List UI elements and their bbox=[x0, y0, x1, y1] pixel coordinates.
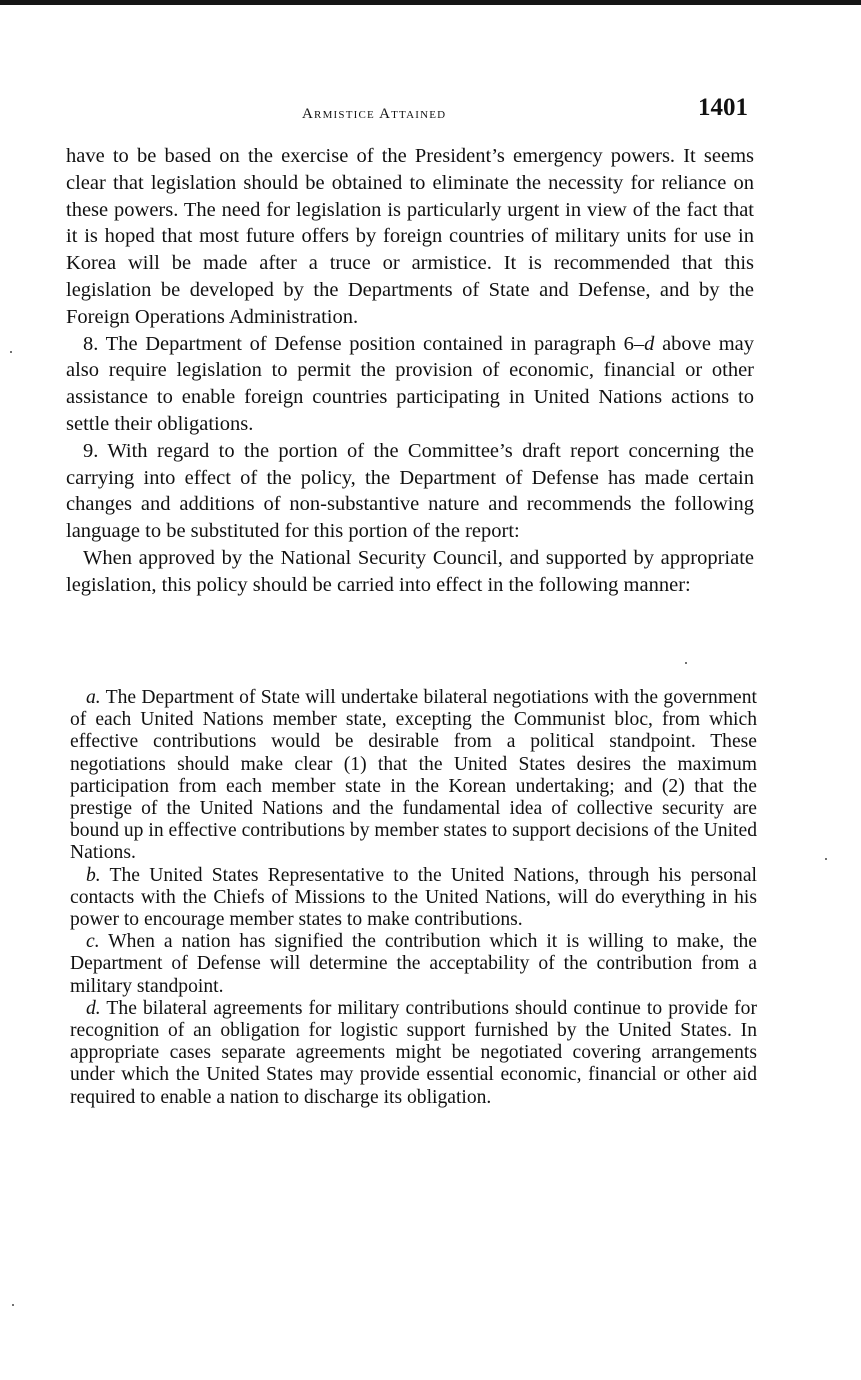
paragraph-8-text: 8. The Department of Defense position contained in paragraph 6– bbox=[83, 332, 645, 355]
page-number: 1401 bbox=[698, 94, 748, 121]
item-b bbox=[70, 865, 757, 932]
item-b-label: b. bbox=[86, 864, 101, 886]
body-text bbox=[66, 143, 754, 599]
item-a bbox=[70, 687, 757, 865]
scan-speck bbox=[825, 858, 827, 860]
item-d-label: d. bbox=[86, 997, 101, 1019]
item-c-label: c. bbox=[86, 931, 100, 953]
page-header bbox=[0, 94, 861, 134]
paragraph-8-reference: d bbox=[644, 332, 655, 355]
scan-speck bbox=[10, 351, 12, 353]
paragraph-9: 9. With regard to the portion of the Committee’s draft report concerning the carrying into effect of the policy, the Department of Defense has made certain changes and additions of non-substantive nature and recommends the following language to be substituted for this portion of the report: bbox=[66, 439, 754, 543]
item-b-text: The United States Representative to the United Nations, through his personal contacts with the Chiefs of Missions to the United Nations, will do everything in his power to encourage member states to make contributions. bbox=[70, 864, 757, 931]
scan-speck bbox=[12, 1304, 14, 1306]
item-c-text: When a nation has signified the contribution which it is willing to make, the Department of Defense will determine the acceptability of the contribution from a military standpoint. bbox=[70, 931, 757, 997]
item-a-text: The Department of State will undertake bilateral negotiations with the government of each United Nations member state, excepting the Communist bloc, from which effective contributions would be desirable from a political standpoint. These negotiations should make clear (1) that the United States desires the maximum participation from each member state in the Korean undertaking; and (2) that the prestige of the United Nations and the fundamental idea of collective security are bound up in effective contributions by member states to support decisions of the United Nations. bbox=[70, 687, 757, 864]
paragraph-intro: When approved by the National Security Council, and supported by appropriate legislation, this policy should be carried into effect in the following manner: bbox=[66, 546, 754, 596]
quoted-language-block bbox=[70, 687, 757, 1109]
paragraph-continued: have to be based on the exercise of the President’s emergency powers. It seems clear that legislation should be obtained to eliminate the necessity for reliance on these powers. The need for legislation is particularly urgent in view of the fact that it is hoped that most future offers by foreign countries of military units for use in Korea will be made after a truce or armistice. It is recommended that this legislation be developed by the Departments of State and Defense, and by the Foreign Operations Administration. bbox=[66, 145, 754, 328]
running-head: Armistice Attained bbox=[302, 106, 447, 122]
item-a-label: a. bbox=[86, 687, 101, 708]
top-edge-rule bbox=[0, 0, 861, 5]
paragraph-8 bbox=[66, 331, 754, 438]
scan-speck bbox=[685, 662, 687, 664]
item-d-text: The bilateral agreements for military contributions should continue to provide for recognition of an obligation for logistic support furnished by the United States. In appropriate cases separate agreements might be negotiated covering arrangements under which the United States may provide essential economic, financial or other aid required to enable a nation to discharge its obligation. bbox=[70, 997, 757, 1108]
item-c bbox=[70, 931, 757, 998]
paragraph-8-rest: above may also require legislation to permit the provision of economic, financial or other assistance to enable foreign countries participating in United Nations actions to settle their obligations. bbox=[66, 332, 754, 435]
item-d bbox=[70, 998, 757, 1109]
